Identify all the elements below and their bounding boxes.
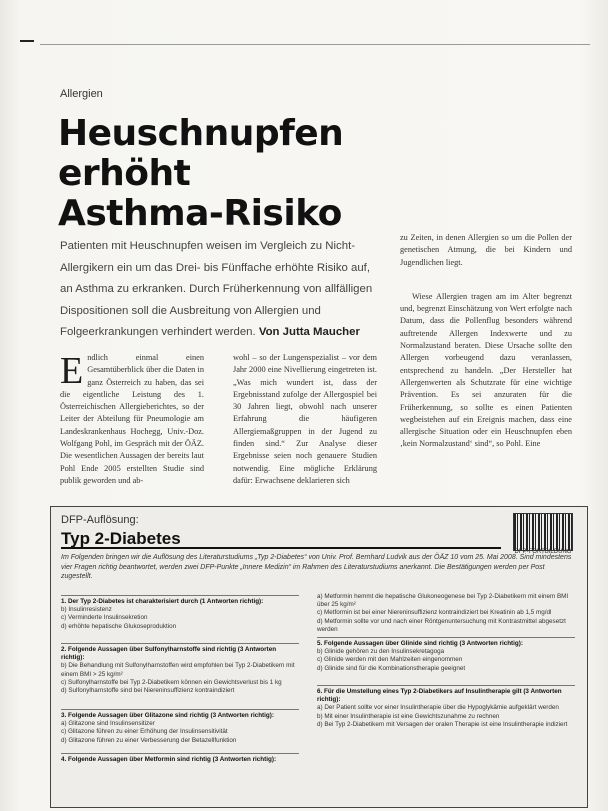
column-1-text: ndlich einmal einen Gesamtüberblick über die Daten in ganz Österreich zu haben, das sei die eigentliche Leistung des 1. Österreichischen Allergieberichtes, so der Leiter der Abteilung für Pneumologie am Landeskrankenhaus Hochegg, Univ.-Doz. Wolfgang Pohl, im Gespräch mit der ÖÄZ. Die wesentlichen Aussagen der bereits laut Pohl Ende 2005 erstellten Studie sind publik geworden und ab- [60,353,204,485]
section-label: Allergien [60,88,103,100]
answer-line: d) Bei Typ 2-Diabetikern mit Versagen der oralen Therapie ist eine Insulintherapie indiziert [317,720,568,728]
answer-line: d) Glinide sind für die Kombinationstherapie geeignet [317,664,466,672]
lead-text: Patienten mit Heuschnupfen weisen im Vergleich zu Nicht-Allergikern ein um das Drei- bis Fünffache erhöhte Risiko auf, an Asthma zu erkranken. Durch Früherkennung von allfälligen Dispositionen soll die Ausbreitung von Allergien und Folgeerkrankungen verhindert werden. [60,240,373,339]
barcode-label: DFP-FORTBILDUNG [514,549,572,555]
question-heading: 2. Folgende Aussagen über Sulfonylharnstoffe sind richtig (3 Antworten richtig): [61,646,277,662]
question-block [61,753,299,764]
question-heading: 5. Folgende Aussagen über Glinide sind richtig (3 Antworten richtig): [317,640,523,647]
answer-line: c) Glinide werden mit den Mahlzeiten eingenommen [317,656,463,664]
header-rule [40,44,590,45]
answer-line: b) Mit einer Insulintherapie ist eine Gewichtszunahme zu rechnen [317,712,500,720]
answer-line: c) Verminderte Insulinsekretion [61,614,148,622]
crop-mark [20,40,34,42]
barcode-icon [513,513,573,551]
article-headline [58,114,478,234]
question-block [61,709,299,745]
drop-cap: E [60,350,84,392]
dfp-answer-box [50,506,588,808]
question-block [317,637,575,673]
box-title-rule [61,547,501,549]
answer-line: a) Glitazone sind Insulinsensitizer [61,720,155,728]
answer-line: b) Insulinresistenz [61,606,112,614]
question-block [61,643,299,695]
answer-line: d) Glitazone führen zu einer Verbesserung der Betazellfunktion [61,736,237,744]
answer-line: c) Sulfonylharnstoffe bei Typ 2-Diabetikern können ein Gewichtsverlust bis 1 kg [61,678,282,686]
box-supertitle: DFP-Auflösung: [61,514,139,526]
box-intro: Im Folgenden bringen wir die Auflösung des Literaturstudiums „Typ 2-Diabetes“ von Univ. Prof. Bernhard Ludvik aus der ÖÄZ 10 vom 25. Mai 2008. Sind mindestens vier Fragen richtig beantwortet, werden zwei DFP-Punkte „Innere Medizin“ im Rahmen des Literaturstudiums anerkannt. Die Bestätigungen werden per Post zugestellt. [61,554,572,581]
question-heading: 3. Folgende Aussagen über Glitazone sind richtig (3 Antworten richtig): [61,712,274,719]
question-heading: 1. Der Typ 2-Diabetes ist charakterisiert durch (1 Antworten richtig): [61,598,264,605]
answer-line: c) Metformin ist bei einer Niereninsuffizienz kontraindiziert bei Kreatinin ab 1,5 mg/dl [317,609,552,617]
author-byline: Von Jutta Maucher [258,326,360,339]
body-column-1 [60,352,204,487]
answer-line: a) Metformin hemmt die hepatische Glukoneogenese bei Typ 2-Diabetikern mit einem BMI über 25 kg/m² [317,593,569,609]
question-heading: 6. Für die Umstellung eines Typ 2-Diabetikers auf Insulintherapie gilt (3 Antworten richtig): [317,688,562,704]
column-3-paragraph-2: Wiese Allergien tragen am im Alter begrenzt und, begrenzt Einschätzung von Wert erfolgte nach Datum, dass die Pollenflug besonders während auftretende Allergen Indexwerte und zu Normalzustand beraten. Diese Ursache sollte den Allergen vorbeugend dazu veranlassen, entsprechend zu handeln. „Der Hersteller hat Allergenwerten als Schutzrate für eine wichtige Prävention. Es sei anzuraten für die Früherkennung, so sollte es einen Patienten wegbeistehen auf ein Ereignis machen, dass eine allergische Situation oder ein Heuschnupfen eben ‚kein Normalzustand‘ sind“, so Pohl. Eine [400,291,572,449]
answer-line: d) Sulfonylharnstoffe sind bei Niereninsuffizienz kontraindiziert [61,687,235,695]
answer-line: d) erhöhte hepatische Glukoseproduktion [61,622,177,630]
answer-line: d) Metformin sollte vor und nach einer Röntgenuntersuchung mit Kontrastmittel abgesetzt werden [317,617,566,633]
question-block [317,685,575,729]
answer-line: a) Der Patient sollte vor einer Insulintherapie über die Hypoglykämie aufgeklärt werden [317,704,559,712]
headline-line-2: Asthma-Risiko [58,193,342,234]
column-3-paragraph-1: zu Zeiten, in denen Allergien so um die Pollen der genetischen Atmung, die bei Kindern und Jugendlichen liegt. [400,233,572,267]
answer-line: b) Glinide gehören zu den Insulinsekretagoga [317,648,445,656]
body-column-2: wohl – so der Lungenspezialist – vor dem Jahr 2000 eine Nivellierung eingetreten ist. „Was mich wundert ist, dass der Ergebnisstand zufolge der Allergospiel bei 30 Jahren liegt, obwohl nach unserer Erfahrung die häufigeren Allergiemaßgruppen in der Jugend zu finden sind.“ Zur Analyse dieser Ergebnisse seien noch genauere Studien notwendig. Eine mögliche Erklärung dafür: Erwachsene deklarieren sich [233,353,377,485]
question-block [61,595,299,631]
question-heading: 4. Folgende Aussagen über Metformin sind richtig (3 Antworten richtig): [61,756,277,763]
answer-line: b) Die Behandlung mit Sulfonylharnstoffen wird empfohlen bei Typ 2-Diabetikern mit einem BMI > 25 kg/m² [61,662,295,678]
box-title: Typ 2-Diabetes [61,529,181,548]
question-block [317,593,575,634]
body-column-3 [400,232,572,451]
headline-line-1: Heuschnupfen erhöht [58,113,344,194]
article-lead [60,236,380,344]
answer-line: c) Glitazone führen zu einer Erhöhung der Insulinsensitivität [61,728,228,736]
